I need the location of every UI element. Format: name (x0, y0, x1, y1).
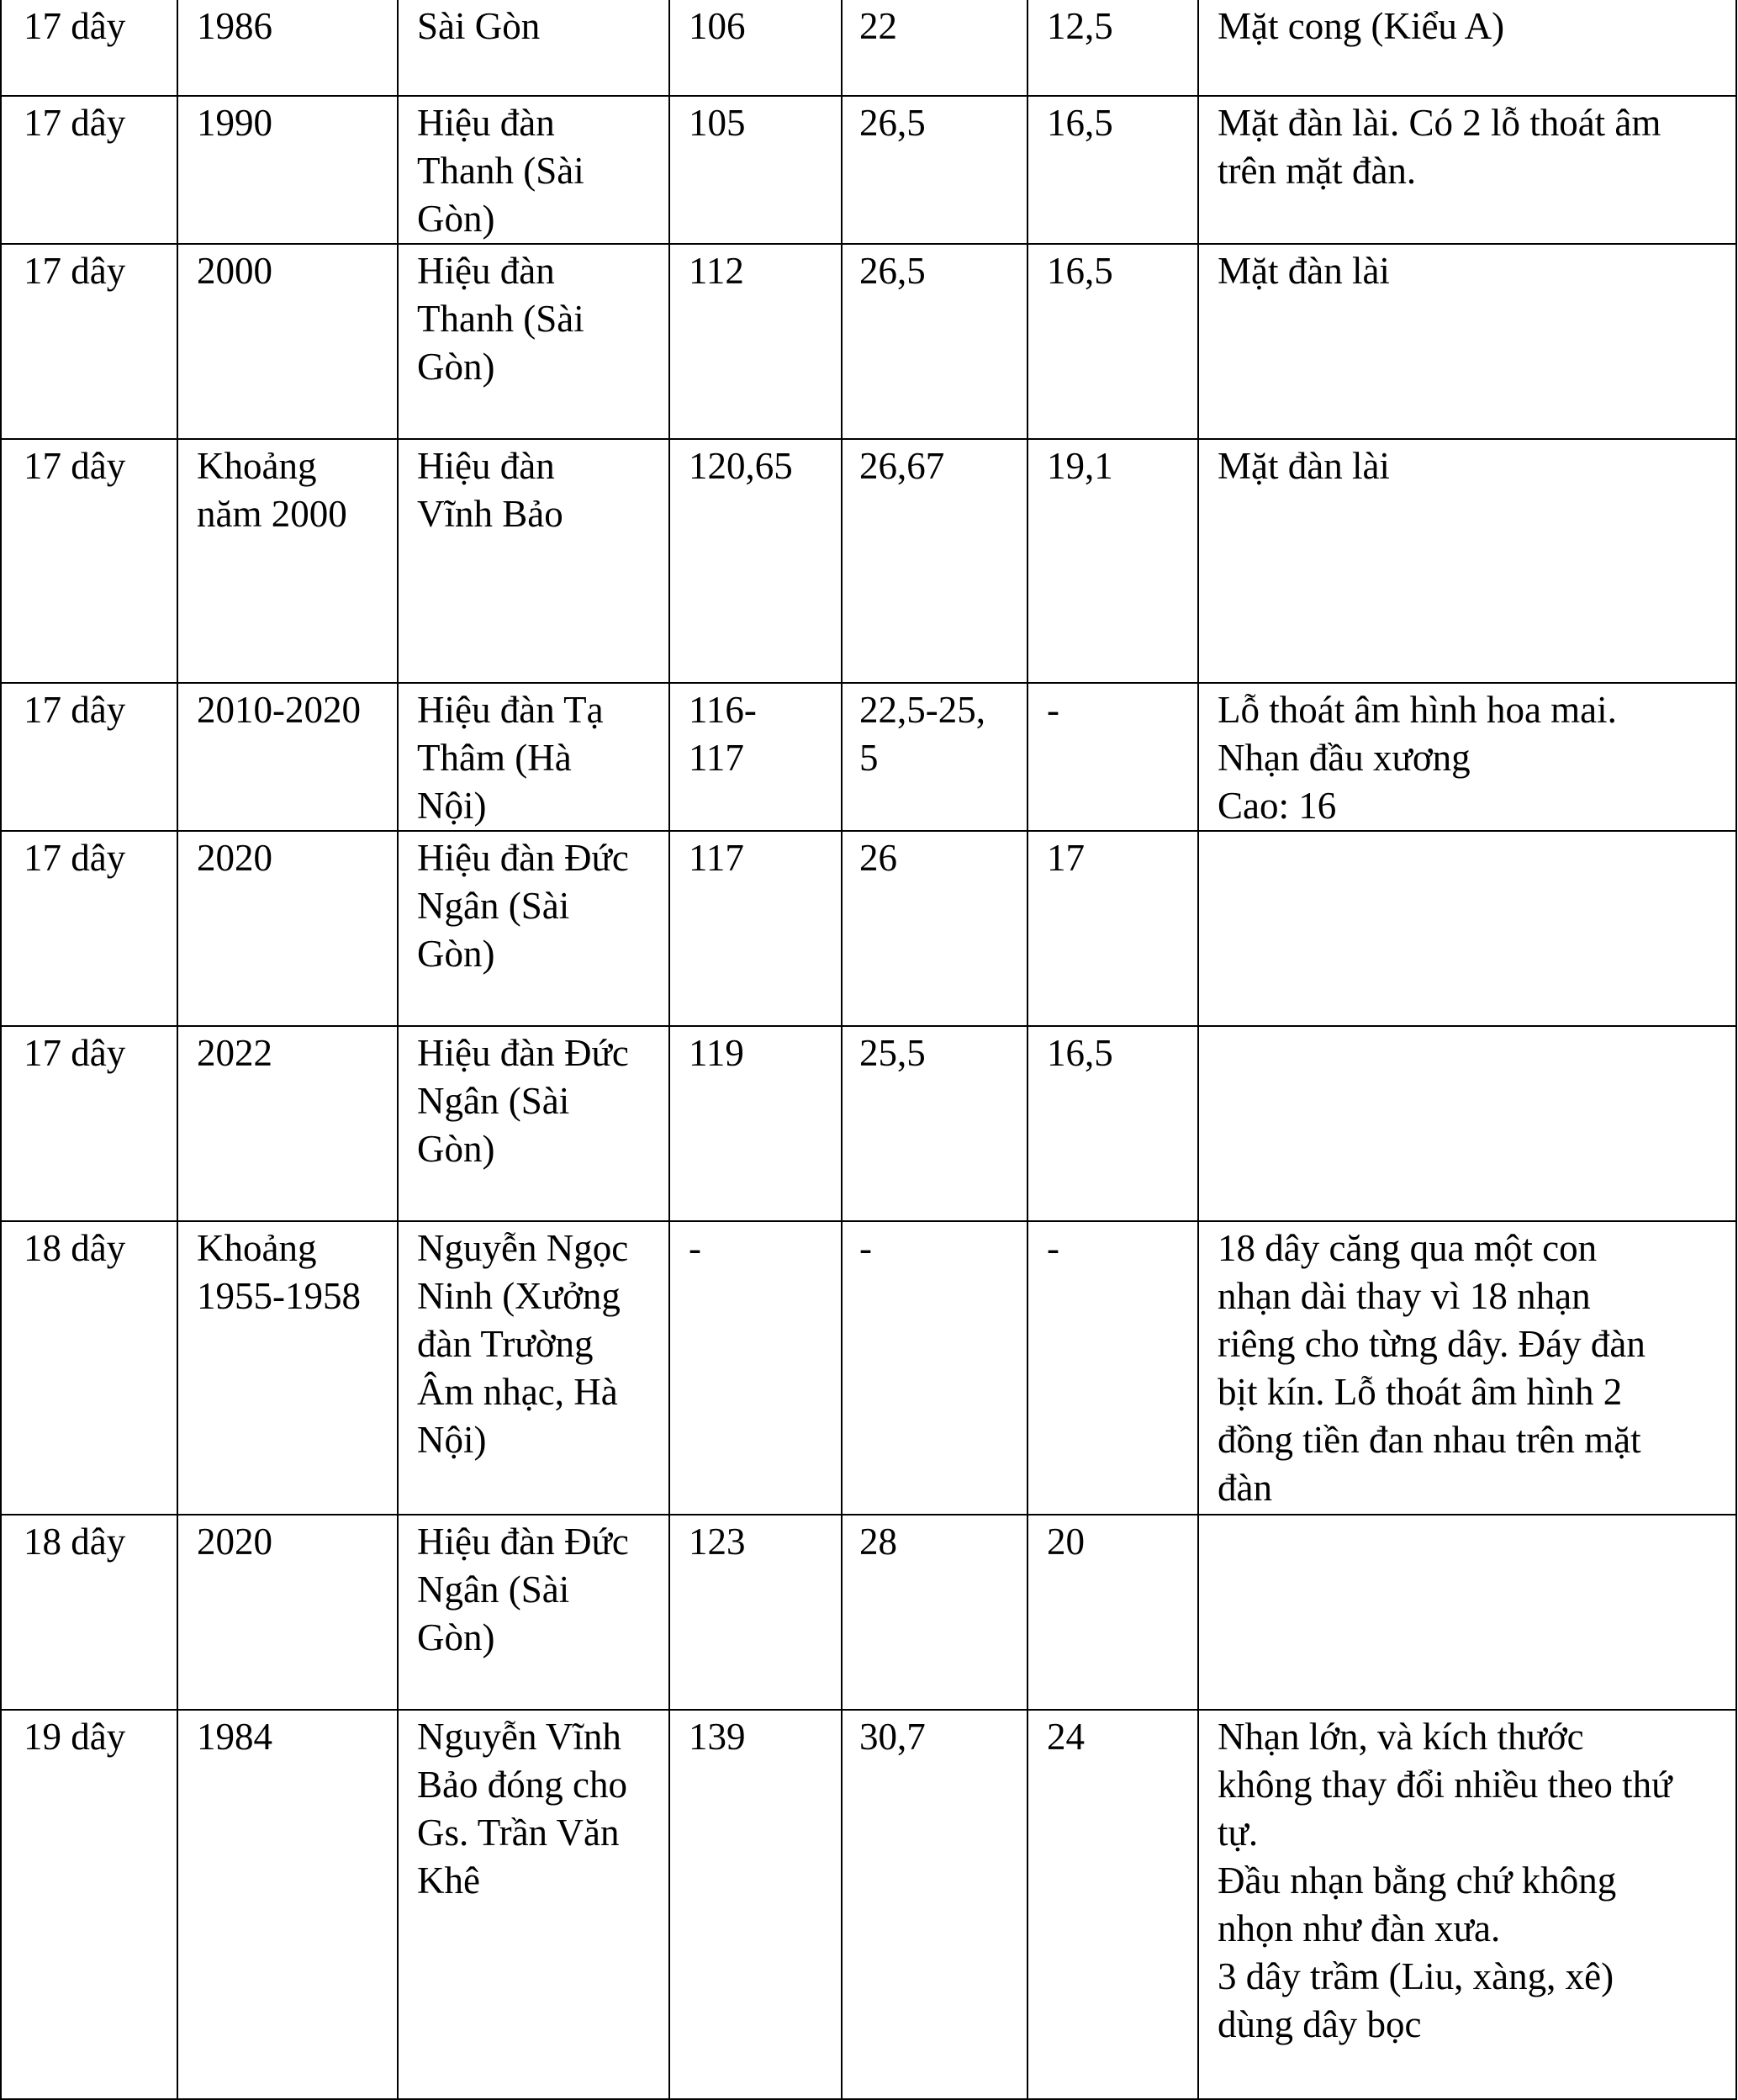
cell-maker: Nguyễn Ngọc Ninh (Xưởng đàn Trường Âm nhạc, Hà Nội) (398, 1221, 669, 1515)
cell-length: 119 (669, 1026, 842, 1221)
cell-maker: Hiệu đàn Đức Ngân (Sài Gòn) (398, 831, 669, 1026)
table-row (1, 1710, 1736, 2099)
cell-width-tail: 24 (1027, 1710, 1198, 2099)
cell-width-head: 30,7 (842, 1710, 1027, 2099)
cell-length: 105 (669, 96, 842, 244)
cell-year: 2010-2020 (177, 683, 398, 831)
cell-notes: Mặt cong (Kiểu A) (1198, 0, 1736, 96)
cell-width-head: 26,5 (842, 96, 1027, 244)
cell-year: 1986 (177, 0, 398, 96)
table-row (1, 96, 1736, 244)
table-body (1, 0, 1736, 2099)
cell-year: Khoảng năm 2000 (177, 439, 398, 683)
cell-width-tail: 16,5 (1027, 96, 1198, 244)
table-row (1, 1515, 1736, 1710)
cell-strings: 17 dây (1, 96, 177, 244)
cell-width-tail: 19,1 (1027, 439, 1198, 683)
cell-width-tail: 17 (1027, 831, 1198, 1026)
cell-maker: Hiệu đàn Thanh (Sài Gòn) (398, 244, 669, 439)
cell-maker: Hiệu đàn Đức Ngân (Sài Gòn) (398, 1026, 669, 1221)
cell-width-head: 22 (842, 0, 1027, 96)
cell-notes (1198, 831, 1736, 1026)
table-row (1, 244, 1736, 439)
cell-strings: 17 dây (1, 683, 177, 831)
cell-year: 2020 (177, 831, 398, 1026)
cell-year: 2020 (177, 1515, 398, 1710)
cell-length: 139 (669, 1710, 842, 2099)
cell-width-tail: - (1027, 683, 1198, 831)
cell-length: 106 (669, 0, 842, 96)
cell-maker: Hiệu đàn Tạ Thâm (Hà Nội) (398, 683, 669, 831)
cell-length: 117 (669, 831, 842, 1026)
cell-maker: Hiệu đàn Thanh (Sài Gòn) (398, 96, 669, 244)
cell-notes: Nhạn lớn, và kích thước không thay đổi nhiều theo thứ tự. Đầu nhạn bằng chứ không nhọn như đàn xưa. 3 dây trầm (Liu, xàng, xê) dùng dây bọc (1198, 1710, 1736, 2099)
cell-width-head: 22,5-25, 5 (842, 683, 1027, 831)
cell-width-tail: 16,5 (1027, 244, 1198, 439)
cell-maker: Hiệu đàn Vĩnh Bảo (398, 439, 669, 683)
cell-strings: 17 dây (1, 0, 177, 96)
cell-length: 123 (669, 1515, 842, 1710)
cell-year: 1984 (177, 1710, 398, 2099)
cell-width-tail: - (1027, 1221, 1198, 1515)
table-row (1, 0, 1736, 96)
cell-notes: Lỗ thoát âm hình hoa mai. Nhạn đầu xương Cao: 16 (1198, 683, 1736, 831)
cell-notes (1198, 1026, 1736, 1221)
table-row (1, 439, 1736, 683)
cell-year: Khoảng 1955-1958 (177, 1221, 398, 1515)
cell-length: - (669, 1221, 842, 1515)
cell-width-head: 26,5 (842, 244, 1027, 439)
cell-notes: Mặt đàn lài (1198, 439, 1736, 683)
cell-length: 112 (669, 244, 842, 439)
cell-year: 2022 (177, 1026, 398, 1221)
cell-notes: 18 dây căng qua một con nhạn dài thay vì 18 nhạn riêng cho từng dây. Đáy đàn bịt kín. Lỗ thoát âm hình 2 đồng tiền đan nhau trên mặt đàn (1198, 1221, 1736, 1515)
cell-strings: 17 dây (1, 1026, 177, 1221)
cell-length: 120,65 (669, 439, 842, 683)
cell-strings: 17 dây (1, 439, 177, 683)
cell-width-head: 28 (842, 1515, 1027, 1710)
cell-strings: 19 dây (1, 1710, 177, 2099)
table-row (1, 683, 1736, 831)
cell-notes: Mặt đàn lài (1198, 244, 1736, 439)
cell-maker: Sài Gòn (398, 0, 669, 96)
table-row (1, 1221, 1736, 1515)
cell-width-head: 26,67 (842, 439, 1027, 683)
cell-maker: Hiệu đàn Đức Ngân (Sài Gòn) (398, 1515, 669, 1710)
cell-year: 2000 (177, 244, 398, 439)
cell-width-head: 25,5 (842, 1026, 1027, 1221)
cell-strings: 18 dây (1, 1221, 177, 1515)
table-row (1, 1026, 1736, 1221)
cell-length: 116- 117 (669, 683, 842, 831)
cell-width-tail: 16,5 (1027, 1026, 1198, 1221)
cell-strings: 17 dây (1, 244, 177, 439)
cell-maker: Nguyễn Vĩnh Bảo đóng cho Gs. Trần Văn Khê (398, 1710, 669, 2099)
cell-notes: Mặt đàn lài. Có 2 lỗ thoát âm trên mặt đàn. (1198, 96, 1736, 244)
cell-notes (1198, 1515, 1736, 1710)
cell-width-head: 26 (842, 831, 1027, 1026)
cell-strings: 17 dây (1, 831, 177, 1026)
cell-width-head: - (842, 1221, 1027, 1515)
cell-width-tail: 12,5 (1027, 0, 1198, 96)
cell-strings: 18 dây (1, 1515, 177, 1710)
table-row (1, 831, 1736, 1026)
cell-year: 1990 (177, 96, 398, 244)
cell-width-tail: 20 (1027, 1515, 1198, 1710)
